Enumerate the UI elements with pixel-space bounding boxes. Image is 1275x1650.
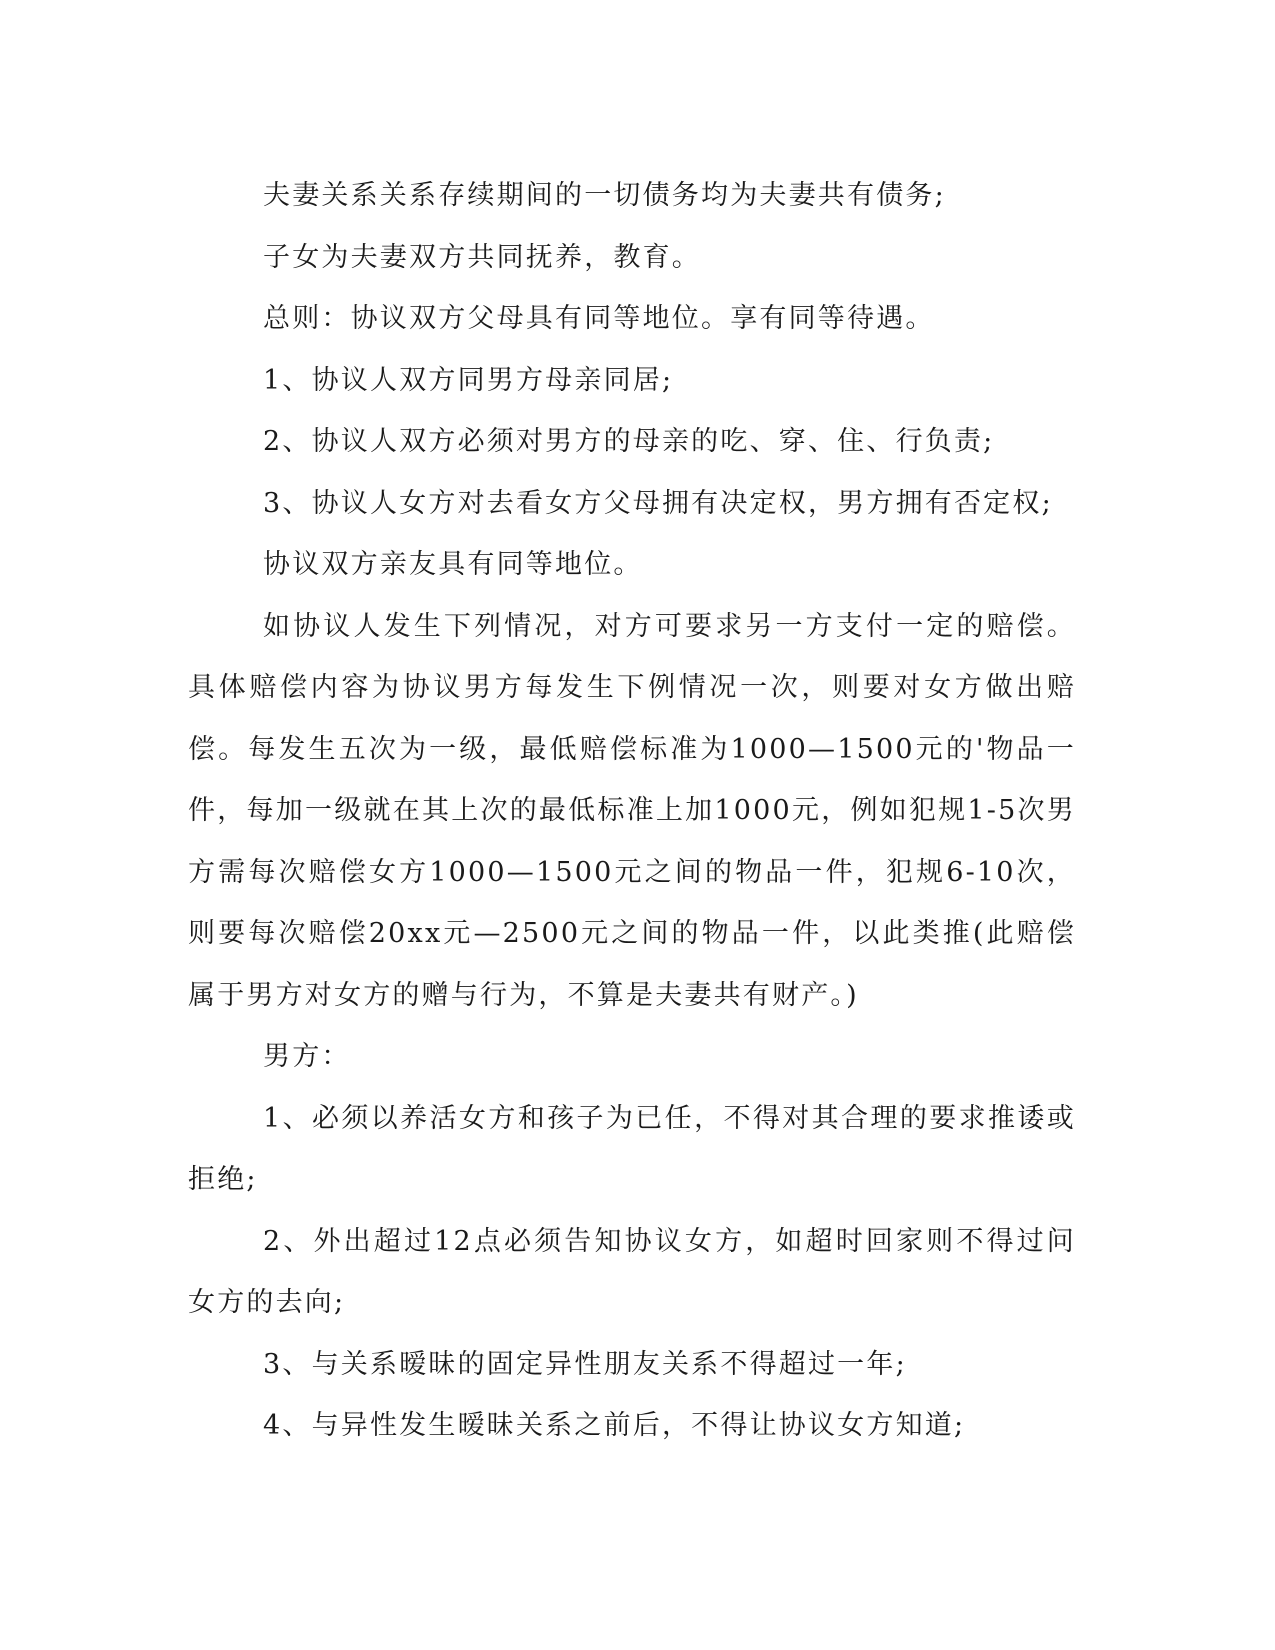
paragraph-clause-1: 1、协议人双方同男方母亲同居; xyxy=(263,364,674,396)
document-body xyxy=(188,165,1076,1457)
paragraph-clause-2: 2、协议人双方必须对男方的母亲的吃、穿、住、行负责; xyxy=(263,426,995,457)
paragraph-male-clause-3: 3、与关系暧昧的固定异性朋友关系不得超过一年; xyxy=(263,1348,907,1380)
paragraph-debts: 夫妻关系关系存续期间的一切债务均为夫妻共有债务; xyxy=(263,180,946,211)
paragraph-children: 子女为夫妻双方共同抚养，教育。 xyxy=(263,241,701,273)
paragraph-general-rule: 总则：协议双方父母具有同等地位。享有同等待遇。 xyxy=(263,303,935,334)
paragraph-compensation: 如协议人发生下列情况，对方可要求另一方支付一定的赔偿。具体赔偿内容为协议男方每发生下例情况一次，则要对女方做出赔偿。每发生五次为一级，最低赔偿标准为1000—1500元的'物品一件，每加一级就在其上次的最低标准上加1000元，例如犯规1-5次男方需每次赔偿女方1000—1500元之间的物品一件，犯规6-10次，则要每次赔偿20xx元—2500元之间的物品一件，以此类推(此赔偿属于男方对女方的赠与行为，不算是夫妻共有财产。) xyxy=(188,610,1076,1011)
paragraph-clause-3: 3、协议人女方对去看女方父母拥有决定权，男方拥有否定权; xyxy=(263,487,1053,519)
paragraph-relatives: 协议双方亲友具有同等地位。 xyxy=(263,549,643,580)
paragraph-male-clause-4: 4、与异性发生暧昧关系之前后，不得让协议女方知道; xyxy=(263,1410,966,1441)
paragraph-male-clause-1: 1、必须以养活女方和孩子为已任，不得对其合理的要求推诿或拒绝; xyxy=(188,1102,1076,1195)
paragraph-male-clause-2: 2、外出超过12点必须告知协议女方，如超时回家则不得过问女方的去向; xyxy=(188,1225,1076,1318)
paragraph-male-heading: 男方： xyxy=(263,1041,351,1072)
